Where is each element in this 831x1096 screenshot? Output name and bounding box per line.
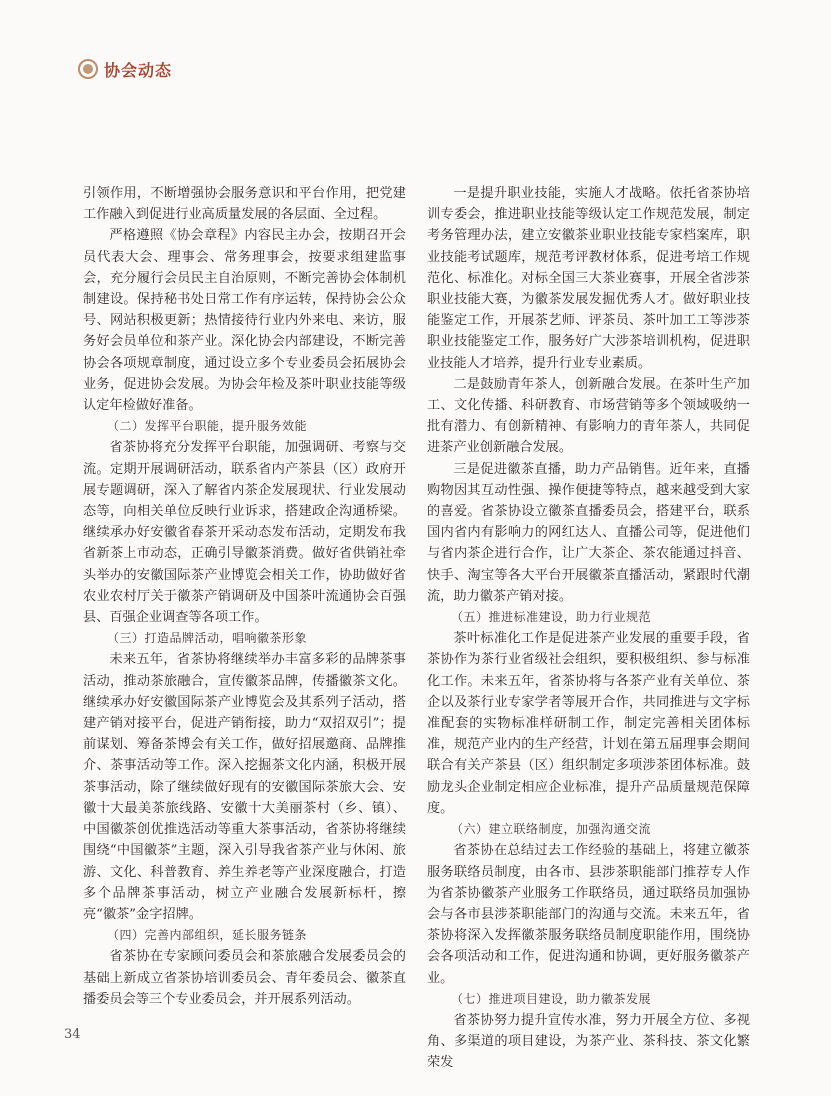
paragraph: 未来五年，省茶协将继续举办丰富多彩的品牌茶事活动，推动茶旅融合，宣传徽茶品牌，传播徽茶文化。继续承办好安徽国际茶产业博览会及其系列子活动，搭建产销对接平台，促进产销衔接，助力“双招双引”；提前谋划、筹备茶博会有关工作，做好招展邀商、品牌推介、茶事活动等工作。深入挖掘茶文化内涵，积极开展茶事活动，除了继续做好现有的安徽国际茶旅大会、安徽十大最美茶旅线路、安徽十大美丽茶村（乡、镇）、中国徽茶创优推选活动等重大茶事活动，省茶协将继续围绕“中国徽茶”主题，深入引导我省茶产业与休闲、旅游、文化、科普教育、养生养老等产业深度融合，打造多个品牌茶事活动，树立产业融合发展新标杆，擦亮“徽茶”金字招牌。 xyxy=(83,652,406,922)
subsection-heading: （二）发挥平台职能，提升服务效能 xyxy=(107,419,308,434)
paragraph: 省茶协在总结过去工作经验的基础上，将建立徽茶服务联络员制度，由各市、县涉茶职能部门推荐专人作为省茶协徽茶产业服务工作联络员，通过联络员加强协会与各市县涉茶职能部门的沟通与交流。未来五年，省茶协将深入发挥徽茶服务联络员制度职能作用，围绕协会各项活动和工作，促进沟通和协调，更好服务徽茶产业。 xyxy=(427,843,750,986)
circle-logo-icon xyxy=(78,59,98,79)
paragraph: 省茶协努力提升宣传水准，努力开展全方位、多视角、多渠道的项目建设，为茶产业、茶科技、茶文化繁荣发 xyxy=(427,1012,750,1071)
paragraph: 引领作用，不断增强协会服务意识和平台作用，把党建工作融入到促进行业高质量发展的各层面、全过程。 xyxy=(83,186,406,223)
paragraph: 二是鼓励青年茶人，创新融合发展。在茶叶生产加工、文化传播、科研教育、市场营销等多个领域吸纳一批有潜力、有创新精神、有影响力的青年茶人，共同促进茶产业创新融合发展。 xyxy=(427,376,750,456)
subsection-heading: （五）推进标准建设，助力行业规范 xyxy=(451,610,652,625)
paragraph: 三是促进徽茶直播，助力产品销售。近年来，直播购物因其互动性强、操作便捷等特点，越来越受到大家的喜爱。省茶协设立徽茶直播委员会，搭建平台，联系国内省内有影响力的网红达人、直播公司等，促进他们与省内茶企进行合作，让广大茶企、茶农能通过抖音、快手、淘宝等各大平台开展徽茶直播活动，紧跟时代潮流，助力徽茶产销对接。 xyxy=(427,461,750,604)
page-number: 34 xyxy=(64,1027,81,1042)
subsection-heading: （三）打造品牌活动，唱响徽茶形象 xyxy=(107,631,308,646)
subsection-heading: （四）完善内部组织，延长服务链条 xyxy=(107,928,308,943)
paragraph: 严格遵照《协会章程》内容民主办会，按期召开会员代表大会、理事会、常务理事会，按要求组建监事会，充分履行会员民主自治原则，不断完善协会体制机制建设。保持秘书处日常工作有序运转，保持协会公众号、网站积极更新；热情接待行业内外来电、来访，服务好会员单位和茶产业。深化协会内部建设，不断完善协会各项规章制度，通过设立多个专业委员会拓展协会业务，促进协会发展。为协会年检及茶叶职业技能等级认定年检做好准备。 xyxy=(83,228,406,414)
paragraph: 省茶协将充分发挥平台职能，加强调研、考察与交流。定期开展调研活动，联系省内产茶县（区）政府开展专题调研，深入了解省内茶企发展现状、行业发展动态等，向相关单位反映行业诉求，搭建政企沟通桥梁。继续承办好安徽省春茶开采动态发布活动，定期发布我省新茶上市动态，正确引导徽茶消费。做好省供销社牵头举办的安徽国际茶产业博览会相关工作，协助做好省农业农村厅关于徽茶产销调研及中国茶叶流通协会百强县、百强企业调查等各项工作。 xyxy=(83,440,406,626)
left-column xyxy=(83,183,406,1010)
paragraph: 一是提升职业技能，实施人才战略。依托省茶协培训专委会，推进职业技能等级认定工作规范发展，制定考务管理办法，建立安徽茶业职业技能专家档案库，职业技能考试题库，规范考评教材体系，促进考培工作规范化、标准化。对标全国三大茶业赛事，开展全省涉茶职业技能大赛，为徽茶发展发掘优秀人才。做好职业技能鉴定工作，开展茶艺师、评茶员、茶叶加工工等涉茶职业技能鉴定工作，服务好广大涉茶培训机构，促进职业技能人才培养，提升行业专业素质。 xyxy=(427,186,750,371)
subsection-heading: （七）推进项目建设，助力徽茶发展 xyxy=(451,991,652,1006)
paragraph: 茶叶标准化工作是促进茶产业发展的重要手段，省茶协作为茶行业省级社会组织，要积极组织、参与标准化工作。未来五年，省茶协将与各茶产业有关单位、茶企以及茶行业专家学者等展开合作，共同推进与文字标准配套的实物标准样研制工作，制定完善相关团体标准，规范产业内的生产经营，计划在第五届理事会期间联合有关产茶县（区）组织制定多项涉茶团体标准。鼓励龙头企业制定相应企业标准，提升产品质量规范保障度。 xyxy=(427,631,750,816)
subsection-heading: （六）建立联络制度，加强沟通交流 xyxy=(451,822,652,837)
section-title: 协会动态 xyxy=(104,60,173,80)
page-header xyxy=(78,58,172,80)
paragraph: 省茶协在专家顾问委员会和茶旅融合发展委员会的基础上新成立省茶协培训委员会、青年委员会、徽茶直播委员会等三个专业委员会，并开展系列活动。 xyxy=(83,949,406,1007)
right-column xyxy=(427,183,750,1074)
